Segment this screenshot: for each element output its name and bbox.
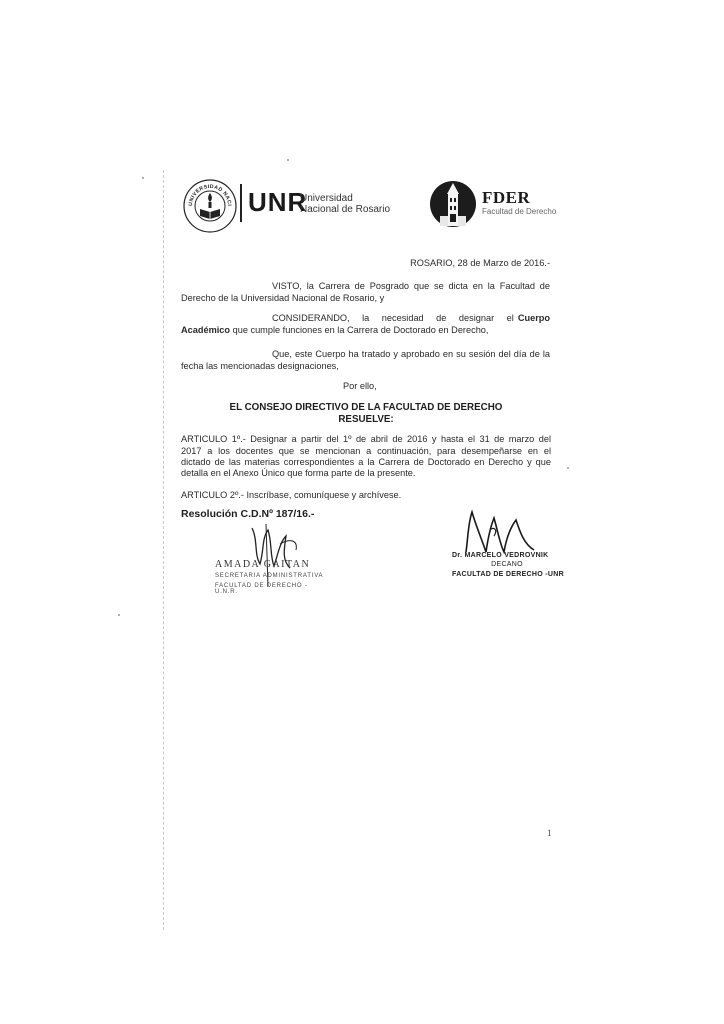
que-line1: Que, este Cuerpo ha tratado y aprobado en su sesión del día de la bbox=[272, 349, 550, 359]
articulo1-line2: 2017 a los docentes que se mencionan a continuación, para desempeñarse en el bbox=[181, 446, 551, 456]
fder-acronym: FDER bbox=[482, 188, 531, 207]
page-number: 1 bbox=[547, 828, 552, 838]
resolucion-number: Resolución C.D.Nº 187/16.- bbox=[181, 508, 315, 520]
unr-seal-logo bbox=[182, 178, 238, 234]
resuelve-heading: RESUELVE: bbox=[338, 414, 394, 425]
articulo1-line4: detalla en el Anexo Único que forma parte de la presente. bbox=[181, 468, 416, 478]
visto-line1: VISTO, la Carrera de Posgrado que se dicta en la Facultad de bbox=[272, 281, 550, 291]
considerando-text: CONSIDERANDO, la necesidad de designar el bbox=[272, 313, 514, 323]
fder-name: Facultad de Derecho bbox=[482, 207, 557, 216]
left-signatory-title: SECRETARIA ADMINISTRATIVA bbox=[215, 573, 324, 579]
fder-tower-logo bbox=[428, 176, 478, 232]
right-signatory-org: FACULTAD DE DERECHO -UNR bbox=[452, 571, 564, 578]
right-signatory-title: DECANO bbox=[491, 561, 523, 568]
considerando-bold-cuerpo: Cuerpo bbox=[517, 313, 550, 323]
unr-name-line2: Nacional de Rosario bbox=[300, 204, 391, 215]
left-signatory-org: FACULTAD DE DERECHO - U.N.R. bbox=[215, 583, 308, 595]
scan-speck bbox=[142, 177, 144, 179]
svg-text:UNIVERSIDAD NACIONAL DE ROSARI: UNIVERSIDAD NACI bbox=[187, 183, 233, 207]
articulo1-line3: dictado de las materias correspondientes a la Carrera de Doctorado en Derecho y que bbox=[181, 457, 551, 467]
right-signatory-name: Dr. MARCELO VEDROVNIK bbox=[452, 552, 549, 559]
consejo-heading: EL CONSEJO DIRECTIVO DE LA FACULTAD DE DERECHO bbox=[229, 402, 503, 413]
considerando-bold-academico: Académico bbox=[181, 325, 231, 335]
que-line2: fecha las mencionadas designaciones, bbox=[181, 361, 339, 371]
visto-line2: Derecho de la Universidad Nacional de Rosario, y bbox=[181, 293, 385, 303]
considerando-line1 bbox=[272, 313, 550, 325]
scan-edge-line bbox=[163, 170, 164, 930]
date-line: ROSARIO, 28 de Marzo de 2016.- bbox=[410, 258, 550, 268]
unr-name-line1: Universidad bbox=[300, 193, 353, 204]
left-signatory-name: AMADA GAITAN bbox=[215, 559, 311, 570]
scan-speck bbox=[287, 159, 289, 161]
articulo2: ARTICULO 2º.- Inscríbase, comuníquese y archívese. bbox=[181, 490, 402, 500]
scan-speck bbox=[567, 467, 569, 469]
por-ello: Por ello, bbox=[343, 381, 377, 391]
left-signature-scribble bbox=[240, 520, 310, 590]
articulo1-line1: ARTICULO 1º.- Designar a partir del 1º de abril de 2016 y hasta el 31 de marzo del bbox=[181, 434, 551, 444]
unr-acronym: UNR bbox=[248, 187, 308, 217]
considerando-rest: que cumple funciones en la Carrera de Doctorado en Derecho, bbox=[232, 325, 489, 335]
unr-divider bbox=[240, 184, 242, 222]
right-signature-scribble bbox=[460, 508, 540, 558]
scan-speck bbox=[118, 614, 120, 616]
considerando-line2 bbox=[181, 325, 551, 337]
